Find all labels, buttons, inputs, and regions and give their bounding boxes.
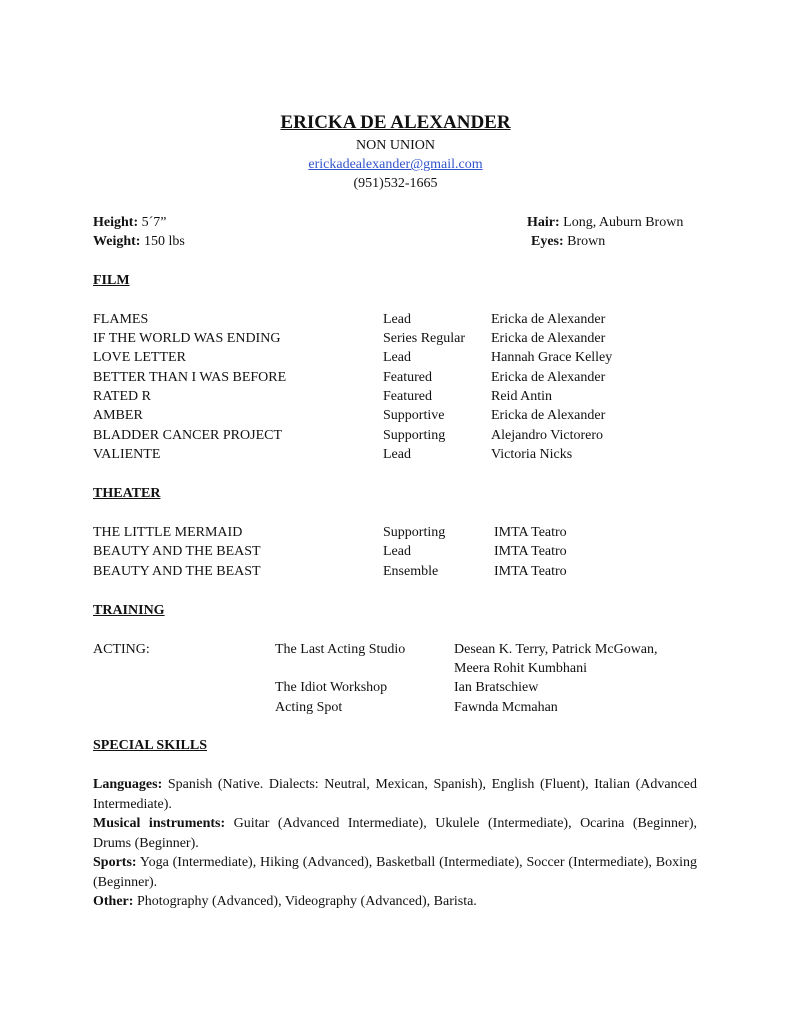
instruments-text: Guitar (Advanced Intermediate), Ukulele (Intermediate), Ocarina (Beginner), Drums (Beginner). xyxy=(93,816,698,851)
sports-paragraph xyxy=(93,853,697,892)
film-director: Hannah Grace Kelley xyxy=(491,350,613,365)
eyes-label: Eyes: xyxy=(531,234,564,249)
weight-stat xyxy=(93,232,185,251)
email-link[interactable]: erickadealexander@gmail.com xyxy=(308,157,483,172)
theater-title: BEAUTY AND THE BEAST xyxy=(93,564,261,579)
training-school: The Last Acting Studio xyxy=(275,642,406,657)
eyes-value: Brown xyxy=(567,234,606,249)
training-category: ACTING: xyxy=(93,642,150,657)
training-heading: TRAINING xyxy=(93,603,165,618)
film-role: Featured xyxy=(383,389,432,404)
sports-text: Yoga (Intermediate), Hiking (Advanced), Basketball (Intermediate), Soccer (Intermediate), Boxing (Beginner). xyxy=(93,855,697,890)
other-paragraph xyxy=(93,892,697,912)
languages-text: Spanish (Native. Dialects: Neutral, Mexican, Spanish), English (Fluent), Italian (Advanced Intermediate). xyxy=(93,777,698,812)
theater-heading: THEATER xyxy=(93,486,161,501)
resume-name: ERICKA DE ALEXANDER xyxy=(280,112,511,133)
theater-role: Ensemble xyxy=(383,564,439,579)
film-role: Lead xyxy=(383,447,411,462)
film-role: Supportive xyxy=(383,408,445,423)
height-label: Height: xyxy=(93,215,139,230)
film-role: Series Regular xyxy=(383,331,466,346)
film-role: Featured xyxy=(383,370,432,385)
training-teachers: Desean K. Terry, Patrick McGowan, xyxy=(454,642,658,657)
film-heading: FILM xyxy=(93,273,130,288)
theater-company: IMTA Teatro xyxy=(494,564,567,579)
theater-company: IMTA Teatro xyxy=(494,525,567,540)
skills-list xyxy=(93,775,697,912)
eyes-stat xyxy=(531,232,605,251)
instruments-label: Musical instruments: xyxy=(93,816,226,831)
film-role: Lead xyxy=(383,350,411,365)
sports-label: Sports: xyxy=(93,855,137,870)
film-title: LOVE LETTER xyxy=(93,350,186,365)
training-school: The Idiot Workshop xyxy=(275,680,388,695)
theater-title: THE LITTLE MERMAID xyxy=(93,525,243,540)
film-role: Supporting xyxy=(383,428,446,443)
film-title: IF THE WORLD WAS ENDING xyxy=(93,331,281,346)
skills-heading: SPECIAL SKILLS xyxy=(93,738,207,753)
weight-label: Weight: xyxy=(93,234,141,249)
instruments-paragraph xyxy=(93,814,697,853)
languages-paragraph xyxy=(93,775,697,814)
film-director: Ericka de Alexander xyxy=(491,370,606,385)
weight-value: 150 lbs xyxy=(143,234,185,249)
union-status: NON UNION xyxy=(356,138,435,153)
film-role: Lead xyxy=(383,312,411,327)
theater-title: BEAUTY AND THE BEAST xyxy=(93,544,261,559)
film-director: Victoria Nicks xyxy=(491,447,573,462)
training-school: Acting Spot xyxy=(275,700,343,715)
other-label: Other: xyxy=(93,894,134,909)
film-title: BLADDER CANCER PROJECT xyxy=(93,428,283,443)
phone-number: (951)532-1665 xyxy=(353,176,438,191)
film-director: Ericka de Alexander xyxy=(491,408,606,423)
languages-label: Languages: xyxy=(93,777,163,792)
other-text: Photography (Advanced), Videography (Advanced), Barista. xyxy=(136,894,477,909)
training-teachers: Fawnda Mcmahan xyxy=(454,700,558,715)
height-stat xyxy=(93,213,167,232)
height-value: 5´7” xyxy=(141,215,167,230)
film-title: AMBER xyxy=(93,408,143,423)
theater-company: IMTA Teatro xyxy=(494,544,567,559)
film-title: FLAMES xyxy=(93,312,149,327)
email-line xyxy=(0,155,791,174)
theater-role: Supporting xyxy=(383,525,446,540)
training-teachers: Meera Rohit Kumbhani xyxy=(454,661,587,676)
hair-label: Hair: xyxy=(527,215,560,230)
hair-stat xyxy=(527,213,683,232)
training-teachers: Ian Bratschiew xyxy=(454,680,539,695)
film-title: BETTER THAN I WAS BEFORE xyxy=(93,370,287,385)
film-director: Ericka de Alexander xyxy=(491,312,606,327)
film-title: VALIENTE xyxy=(93,447,161,462)
film-director: Alejandro Victorero xyxy=(491,428,604,443)
film-director: Ericka de Alexander xyxy=(491,331,606,346)
theater-role: Lead xyxy=(383,544,411,559)
film-title: RATED R xyxy=(93,389,151,404)
film-director: Reid Antin xyxy=(491,389,553,404)
hair-value: Long, Auburn Brown xyxy=(563,215,684,230)
